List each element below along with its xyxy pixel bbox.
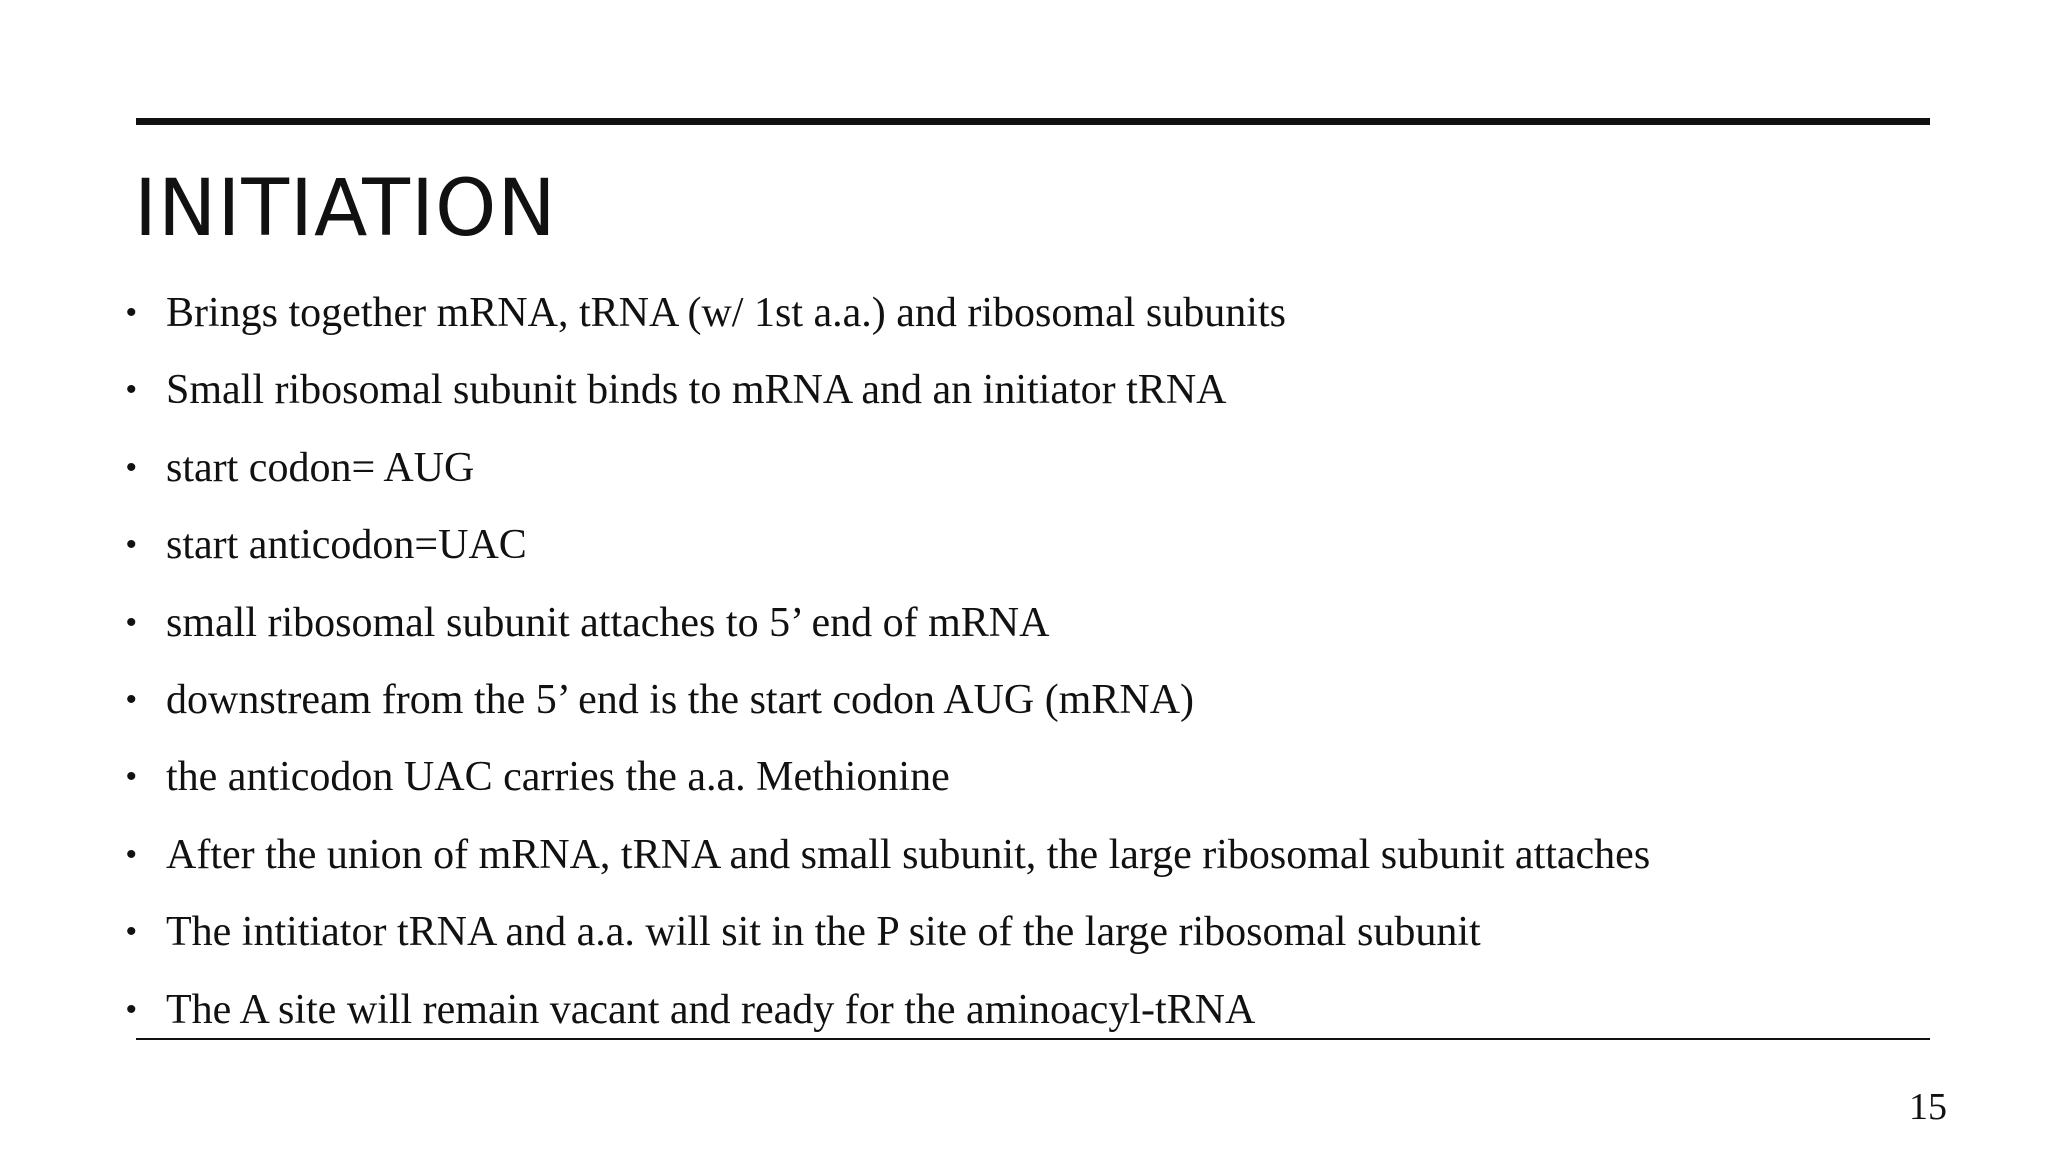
bullet-list <box>126 283 1650 1057</box>
bullet-icon: • <box>126 605 137 639</box>
bullet-icon: • <box>126 373 137 407</box>
bullet-item <box>126 747 1650 824</box>
bullet-item <box>126 438 1650 515</box>
bullet-icon: • <box>126 992 137 1026</box>
bullet-icon: • <box>126 682 137 716</box>
bullet-text: Small ribosomal subunit binds to mRNA and an initiator tRNA <box>166 367 1227 414</box>
bullet-text: The intitiator tRNA and a.a. will sit in the P site of the large ribosomal subunit <box>166 909 1481 956</box>
bullet-icon: • <box>126 450 137 484</box>
bullet-item <box>126 360 1650 437</box>
bullet-icon: • <box>126 837 137 871</box>
bullet-text: After the union of mRNA, tRNA and small subunit, the large ribosomal subunit attaches <box>166 831 1651 878</box>
bullet-icon: • <box>126 760 137 794</box>
bullet-text: small ribosomal subunit attaches to 5’ end of mRNA <box>166 599 1050 646</box>
bullet-item <box>126 980 1650 1057</box>
bullet-item <box>126 515 1650 592</box>
bullet-item <box>126 283 1650 360</box>
bullet-item <box>126 902 1650 979</box>
bullet-text: Brings together mRNA, tRNA (w/ 1st a.a.) and ribosomal subunits <box>166 290 1286 336</box>
bullet-text: start anticodon=UAC <box>166 522 527 569</box>
bullet-icon: • <box>126 528 137 562</box>
bullet-icon: • <box>126 296 137 329</box>
slide-title: INITIATION <box>134 164 557 254</box>
bullet-item <box>126 825 1650 902</box>
bullet-text: start codon= AUG <box>166 444 475 491</box>
bullet-item <box>126 593 1650 670</box>
bullet-text: The A site will remain vacant and ready for the aminoacyl-tRNA <box>166 986 1256 1033</box>
bullet-icon: • <box>126 915 137 949</box>
bullet-item <box>126 670 1650 747</box>
title-top-rule <box>136 118 1930 125</box>
content-bottom-rule <box>136 1038 1930 1040</box>
bullet-text: the anticodon UAC carries the a.a. Methionine <box>166 754 950 801</box>
page-number: 15 <box>1909 1086 1947 1128</box>
bullet-text: downstream from the 5’ end is the start codon AUG (mRNA) <box>166 676 1195 723</box>
